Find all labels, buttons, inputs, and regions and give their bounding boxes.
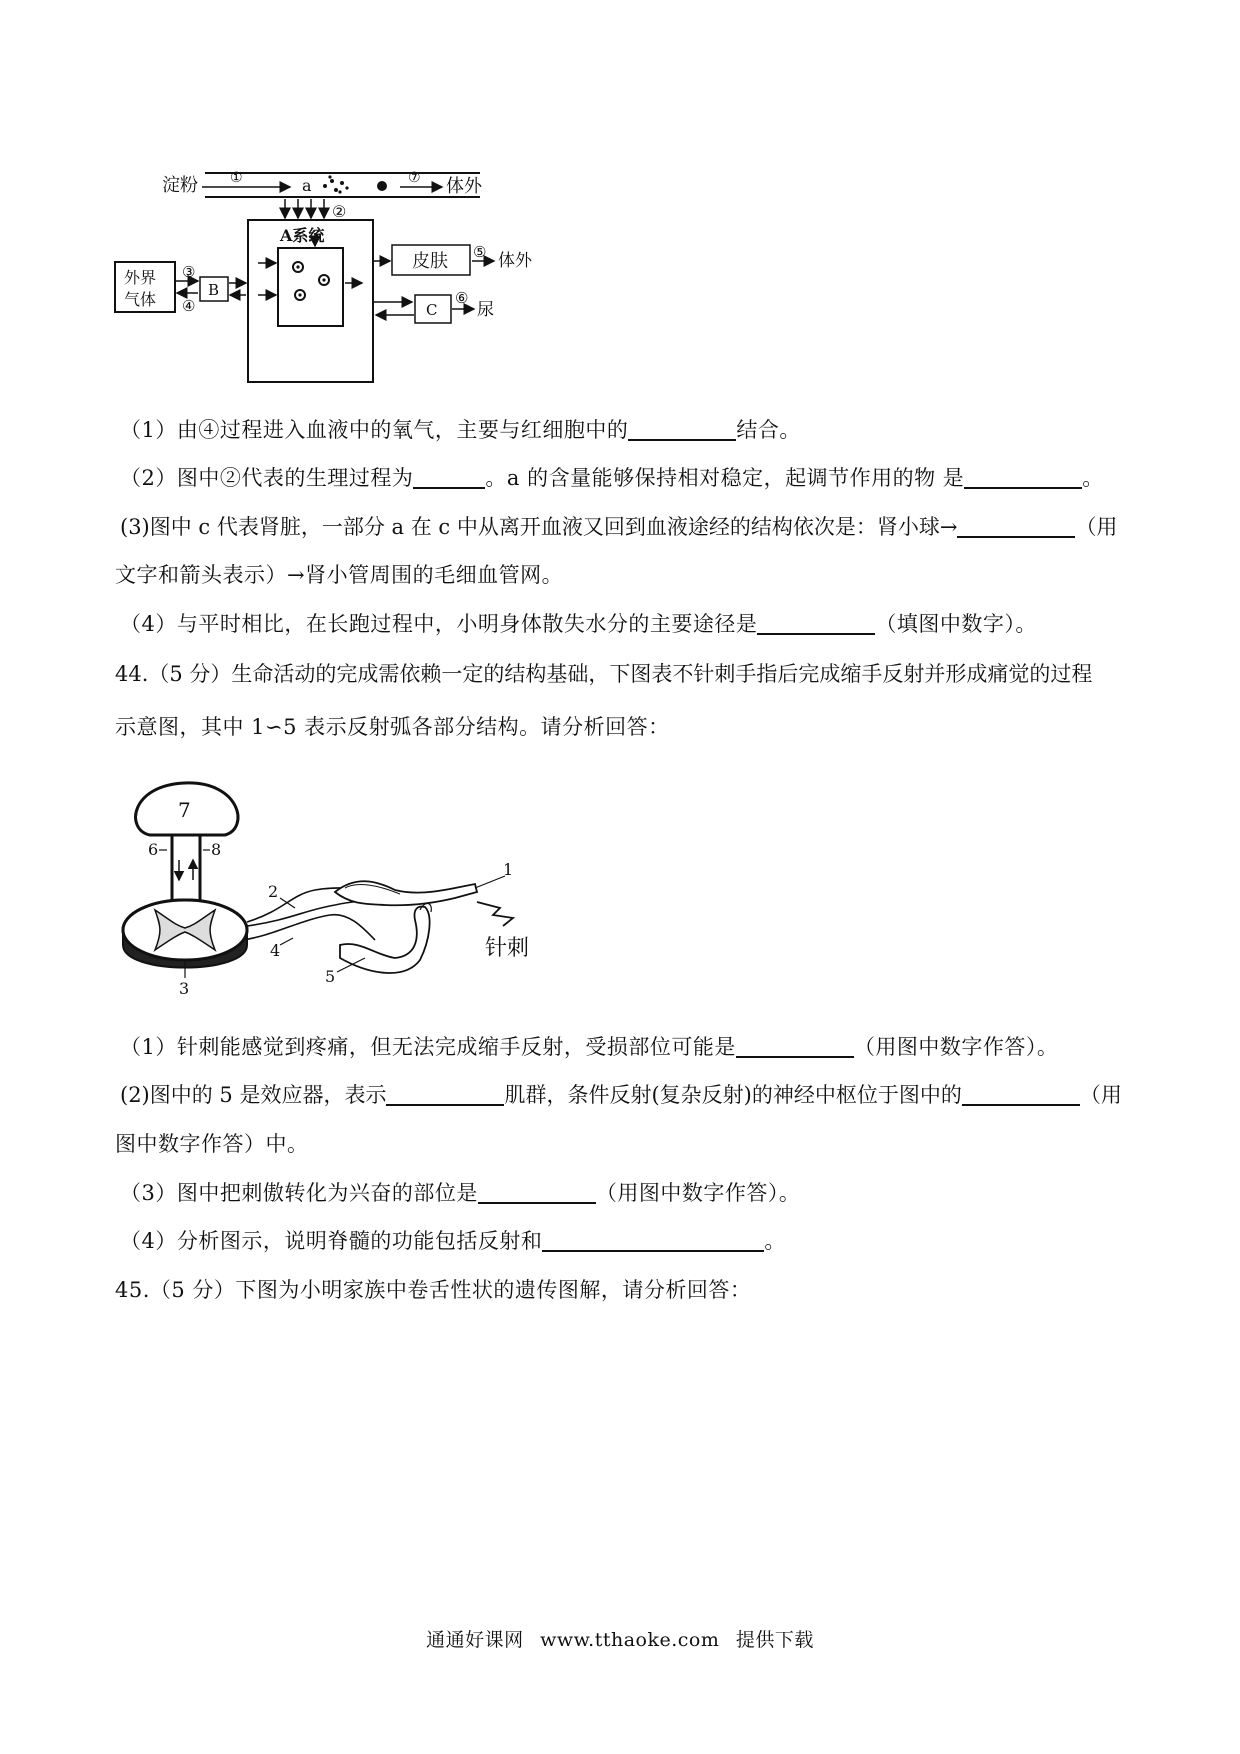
q44-part3: （3）图中把刺傲转化为兴奋的部位是 （用图中数字作答）。 (120, 1181, 801, 1205)
q44-part4: （4）分析图示，说明脊髓的功能包括反射和 。 (120, 1229, 786, 1253)
c-label: C (426, 301, 438, 319)
lower-arm (340, 907, 430, 973)
q44-part1: （1）针刺能感觉到疼痛，但无法完成缩手反射，受损部位可能是 （用图中数字作答）。 (120, 1035, 1059, 1059)
label-1: 1 (503, 860, 514, 879)
answer-blank[interactable] (957, 514, 1075, 538)
needle-spark-icon (477, 902, 513, 926)
footer-suffix: 提供下载 (735, 1629, 814, 1651)
answer-blank[interactable] (413, 465, 485, 489)
label-3: 3 (179, 979, 190, 998)
answer-blank[interactable] (386, 1082, 504, 1106)
answer-blank[interactable] (964, 465, 1082, 489)
label-8: 8 (211, 840, 222, 859)
process-5-label: ⑤ (473, 243, 487, 261)
answer-blank[interactable] (628, 417, 736, 441)
q43-part3: (3)图中 c 代表肾脏，一部分 a 在 c 中从离开血液又回到血液途经的结构依次是：肾小球→ （用 (120, 515, 1118, 539)
process-7-label: ⑦ (408, 170, 421, 186)
capillary-box (278, 248, 343, 326)
q43-part4: （4）与平时相比，在长跑过程中，小明身体散失水分的主要途径是 （填图中数字）。 (120, 612, 1037, 636)
answer-blank[interactable] (736, 1034, 854, 1058)
brain-label-7: 7 (178, 798, 191, 822)
glucose-dots (323, 175, 349, 193)
reflex-arc-diagram (115, 780, 575, 1000)
label-2: 2 (268, 882, 279, 901)
q43-part3-continued: 文字和箭头表示）→肾小管周围的毛细血管网。 (115, 563, 564, 587)
q45-intro: 45.（5 分）下图为小明家族中卷舌性状的遗传图解，请分析回答： (115, 1278, 752, 1302)
q43-part1: （1）由④过程进入血液中的氧气，主要与红细胞中的 结合。 (120, 418, 801, 442)
process-2-label: ② (332, 202, 347, 221)
process-4-label: ④ (182, 297, 196, 315)
process-6-label: ⑥ (455, 289, 469, 307)
digestion-circulation-diagram (124, 165, 600, 395)
footer-site-name: 通通好课网 (426, 1629, 524, 1651)
page-footer (0, 1625, 1240, 1652)
answer-blank[interactable] (542, 1228, 764, 1252)
q43-part2: （2）图中②代表的生理过程为 。a 的含量能够保持相对稳定，起调节作用的物 是 。 (120, 466, 1104, 490)
outside-right-label: 体外 (498, 251, 532, 271)
skin-label: 皮肤 (412, 251, 448, 272)
external-air-label-2: 气体 (124, 290, 157, 309)
a-system-label: A系统 (280, 226, 325, 245)
label-6: 6 (148, 840, 159, 859)
waste-dot (377, 181, 387, 191)
label-5: 5 (325, 967, 336, 986)
starch-label: 淀粉 (162, 175, 198, 196)
q44-intro-line1: 44.（5 分）生命活动的完成需依赖一定的结构基础，下图表不针刺手指后完成缩手反射并形成痛觉的过程 (115, 662, 1093, 686)
footer-url[interactable]: www.tthaoke.com (540, 1629, 720, 1651)
label-4: 4 (270, 941, 281, 960)
process-1-label: ① (230, 170, 243, 186)
answer-blank[interactable] (757, 611, 875, 635)
external-air-label-1: 外界 (124, 268, 157, 287)
urine-label: 尿 (477, 300, 494, 320)
q44-part2: (2)图中的 5 是效应器，表示 肌群，条件反射(复杂反射)的神经中枢位于图中的 （用 (120, 1083, 1122, 1107)
a-label: a (302, 176, 312, 195)
answer-blank[interactable] (478, 1180, 596, 1204)
answer-blank[interactable] (962, 1082, 1080, 1106)
needle-label: 针刺 (485, 936, 530, 961)
b-label: B (208, 281, 220, 299)
process-3-label: ③ (182, 263, 196, 281)
q44-intro-line2: 示意图，其中 1∽5 表示反射弧各部分结构。请分析回答： (115, 715, 670, 739)
outside-top-label: 体外 (446, 176, 482, 197)
q44-part2-continued: 图中数字作答）中。 (115, 1132, 309, 1156)
